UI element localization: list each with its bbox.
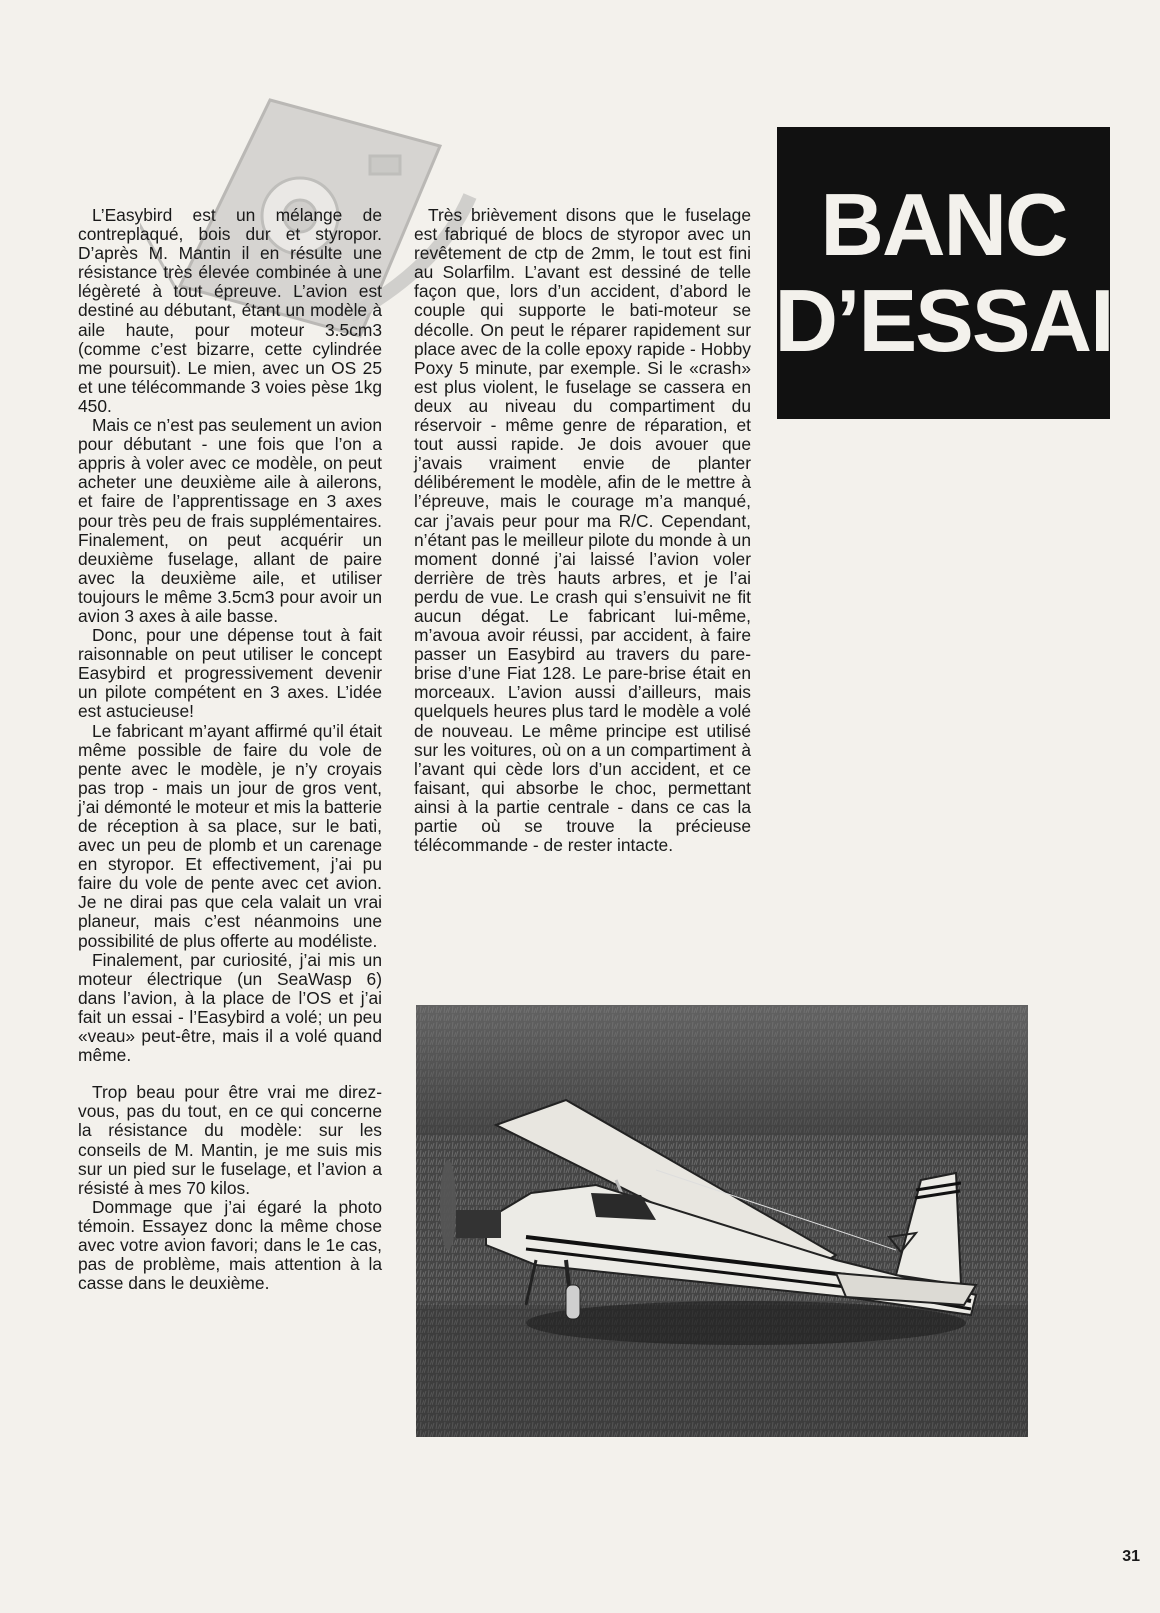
airplane-photo <box>416 1005 1028 1437</box>
article-column-middle <box>414 206 751 855</box>
airplane-photo-icon <box>416 1005 1028 1437</box>
paragraph: Dommage que j’ai égaré la photo témoin. Essayez donc la même chose avec votre avion favori; dans le 1e cas, pas de problème, mais attention à la casse dans le deuxième. <box>78 1196 382 1294</box>
paragraph: Trop beau pour être vrai me direz-vous, pas du tout, en ce qui concerne la résistance du modèle: sur les conseils de M. Mantin, je me suis mis sur un pied sur le fuselage, et l’avion a résisté à mes 70 kilos. <box>78 1082 382 1198</box>
title-line-1: BANC <box>820 175 1067 274</box>
article-column-left <box>78 206 382 1293</box>
paragraph: Le fabricant m’ayant affirmé qu’il était même possible de faire du vole de pente avec le modèle, je n’y croyais pas trop - mais un jour de gros vent, j’ai démonté le moteur et mis la batterie de réception à sa place, sur le bati, avec un peu de plomb et un carenage en styropor. Et effectivement, j’ai pu faire du vole de pente avec cet avion. Je ne dirai pas que cela valait un vrai planeur, mais c’est néanmoins une possibilité de plus offerte au modéliste. <box>78 720 382 951</box>
section-title-block <box>774 127 1113 419</box>
paragraph: Très brièvement disons que le fuselage est fabriqué de blocs de styropor avec un revêtement de ctp de 2mm, le tout est fini au Solarfilm. L’avant est dessiné de telle façon que, lors d’un accident, d’abord le couple qui supporte le bati-moteur se décolle. On peut le réparer rapidement sur place avec de la colle epoxy rapide - Hobby Poxy 5 minute, par exemple. Si le «crash» est plus violent, le fuselage se cassera en deux au niveau du compartiment du réservoir - même genre de réparation, et tout aussi rapide. Je dois avouer que j’avais vraiment envie de planter délibérement le modèle, afin de le mettre à l’épreuve, mais le courage m’a manqué, car j’avais peur pour ma R/C. Cependant, n’étant pas le meilleur pilote du monde à un moment donné j’ai laissé l’avion voler derrière de très hauts arbres, et je l’ai perdu de vue. Le crash qui s’ensuivit ne fit aucun dégat. Le fabricant lui-même, m’avoua avoir réussi, par accident, à faire passer un Easybird au travers du pare-brise d’une Fiat 128. Le pare-brise était en morceaux. L’avion aussi d’ailleurs, mais quelquels heures plus tard le modèle a volé de nouveau. Le même principe est utilisé sur les voitures, où on a un compartiment à l’avant qui cède lors d’un accident, et ce faisant, qui absorbe le choc, permettant ainsi à la partie centrale - dans ce cas la partie où se trouve la précieuse télécommande - de rester intacte. <box>414 205 751 856</box>
paragraph: Mais ce n’est pas seulement un avion pour débutant - une fois que l’on a appris à voler avec ce modèle, on peut acheter une deuxième aile à ailerons, et faire de l’apprentissage en 3 axes pour très peu de frais supplémentaires. Finalement, on peut acquérir un deuxième fuselage, allant de paire avec la deuxième aile, et utiliser toujours le même 3.5cm3 pour avoir un avion 3 axes à aile basse. <box>78 415 383 626</box>
page-number: 31 <box>1122 1548 1140 1565</box>
title-line-2: D’ESSAI <box>774 271 1113 370</box>
paragraph: Finalement, par curiosité, j’ai mis un moteur électrique (un SeaWasp 6) dans l’avion, à la place de l’OS et j’ai fait un essai - l’Easybird a volé; un peu «veau» peut-être, mais il a volé quand même. <box>78 949 382 1066</box>
paragraph: L’Easybird est un mélange de contreplaqué, bois dur et styropor. D’après M. Mantin il en résulte une résistance très élevée combinée à une légèreté à tout épreuve. L’avion est destiné au débutant, étant un modèle à aile haute, pour moteur 3.5cm3 (comme c’est bizarre, cette cylindrée me poursuit). Le mien, avec un OS 25 et une télécommande 3 voies pèse 1kg 450. <box>78 205 382 416</box>
paragraph: Donc, pour une dépense tout à fait raisonnable on peut utiliser le concept Easybird et progressivement devenir un pilote compétent en 3 axes. L’idée est astucieuse! <box>78 625 382 722</box>
